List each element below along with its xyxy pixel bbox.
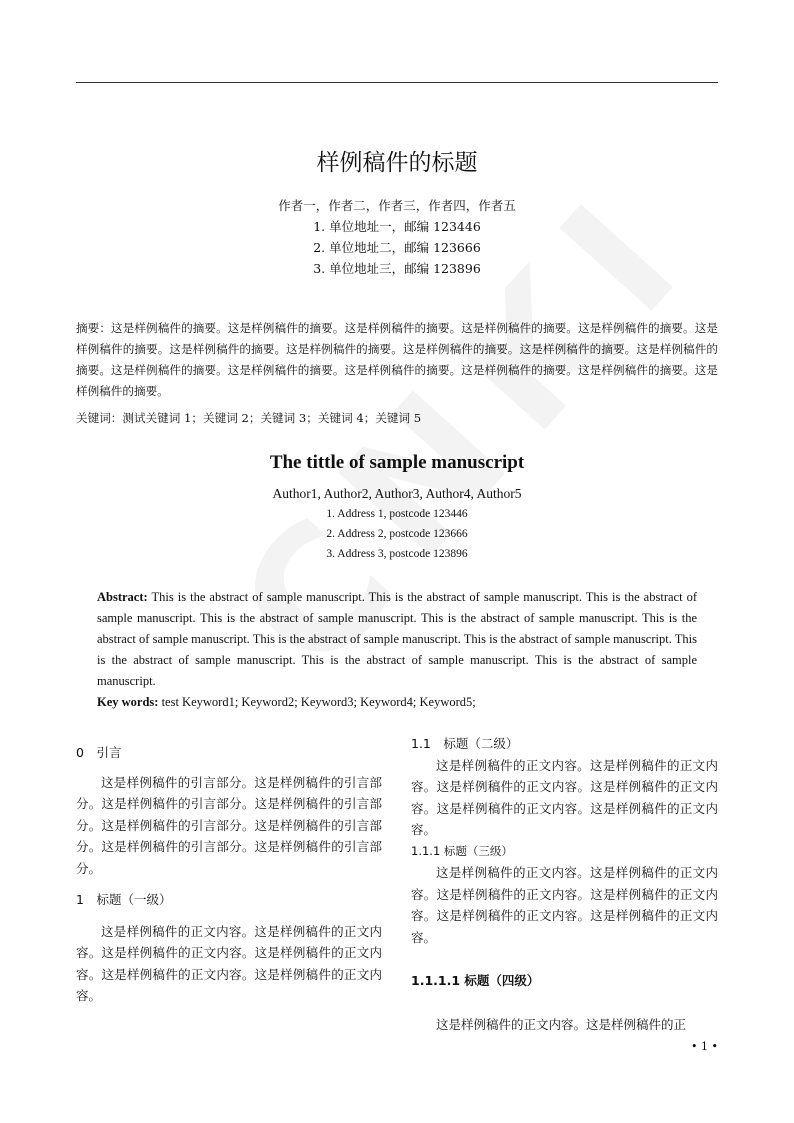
chinese-abstract-text: 这是样例稿件的摘要。这是样例稿件的摘要。这是样例稿件的摘要。这是样例稿件的摘要。这是样例稿件的摘要。这是样例稿件的摘要。这是样例稿件的摘要。这是样例稿件的摘要。这是样例稿件的摘要。这是样例稿件的摘要。这是样例稿件的摘要。这是样例稿件的摘要。这是样例稿件的摘要。这是样例稿件的摘要。这是样例稿件的摘要。这是样例稿件的摘要。这是样例稿件的摘要。 — [76, 321, 718, 398]
chinese-keywords — [76, 408, 718, 429]
english-affiliation-1: 1. Address 1, postcode 123446 — [326, 508, 468, 520]
section-1-1-1-1-text: 这是样例稿件的正文内容。这是样例稿件的正 — [436, 1016, 687, 1032]
section-0-text: 这是样例稿件的引言部分。这是样例稿件的引言部分。这是样例稿件的引言部分。这是样例稿件的引言部分。这是样例稿件的引言部分。这是样例稿件的引言部分。这是样例稿件的引言部分。这是样例稿件的引言部分。 — [76, 774, 382, 876]
right-column — [411, 733, 718, 1035]
chinese-title: 样例稿件的标题 — [316, 150, 478, 176]
chinese-keywords-label: 关键词： — [76, 411, 123, 425]
english-abstract-text: This is the abstract of sample manuscript. This is the abstract of sample manuscript. This is the abstract of sample manuscript. This is the abstract of sample manuscript. This is the abstract of sample manuscript. This is the abstract of sample manuscript. This is the abstract of sample manuscript. This is the abstract of sample manuscript. This is the abstract of sample manuscript. This is the abstract of sample manuscript. This is the abstract of sample manuscript. — [97, 590, 697, 688]
section-1-1-1-text: 这是样例稿件的正文内容。这是样例稿件的正文内容。这是样例稿件的正文内容。这是样例稿件的正文内容。这是样例稿件的正文内容。这是样例稿件的正文内容。 — [411, 865, 718, 945]
chinese-abstract-label: 摘要： — [76, 321, 112, 335]
english-authors: Author1, Author2, Author3, Author4, Author5 — [272, 486, 522, 501]
section-1-text: 这是样例稿件的正文内容。这是样例稿件的正文内容。这是样例稿件的正文内容。这是样例稿件的正文内容。这是样例稿件的正文内容。这是样例稿件的正文内容。 — [76, 923, 382, 1003]
english-abstract — [97, 587, 697, 692]
english-keywords — [97, 692, 697, 713]
chinese-keywords-text: 测试关键词 1；关键词 2；关键词 3；关键词 4；关键词 5 — [122, 411, 422, 425]
chinese-affiliation-2: 2. 单位地址二，邮编 123666 — [313, 240, 481, 255]
english-keywords-text: test Keyword1; Keyword2; Keyword3; Keyword4; Keyword5; — [158, 695, 476, 709]
chinese-affiliation-1: 1. 单位地址一，邮编 123446 — [313, 219, 481, 234]
chinese-authors: 作者一，作者二，作者三，作者四，作者五 — [278, 198, 516, 213]
english-title: The tittle of sample manuscript — [269, 452, 525, 473]
section-1-1-1-1-heading: 1.1.1.1 标题（四级） — [411, 973, 540, 988]
english-affiliation-3: 3. Address 3, postcode 123896 — [326, 548, 468, 560]
page-number: • 1 • — [691, 1040, 718, 1053]
english-abstract-label: Abstract: — [97, 590, 148, 604]
section-0-heading: 0 引言 — [76, 745, 122, 760]
english-affiliation-2: 2. Address 2, postcode 123666 — [326, 528, 468, 540]
chinese-abstract — [76, 318, 718, 402]
section-1-1-text: 这是样例稿件的正文内容。这是样例稿件的正文内容。这是样例稿件的正文内容。这是样例稿件的正文内容。这是样例稿件的正文内容。这是样例稿件的正文内容。 — [411, 757, 718, 837]
section-1-heading: 1 标题（一级） — [76, 892, 172, 907]
section-1-1-heading: 1.1 标题（二级） — [411, 736, 519, 751]
section-1-1-1-heading: 1.1.1 标题（三级） — [411, 843, 513, 858]
chinese-affiliation-3: 3. 单位地址三，邮编 123896 — [313, 261, 481, 276]
header-rule — [76, 82, 718, 83]
left-column — [76, 742, 382, 1007]
english-keywords-label: Key words: — [97, 695, 159, 709]
